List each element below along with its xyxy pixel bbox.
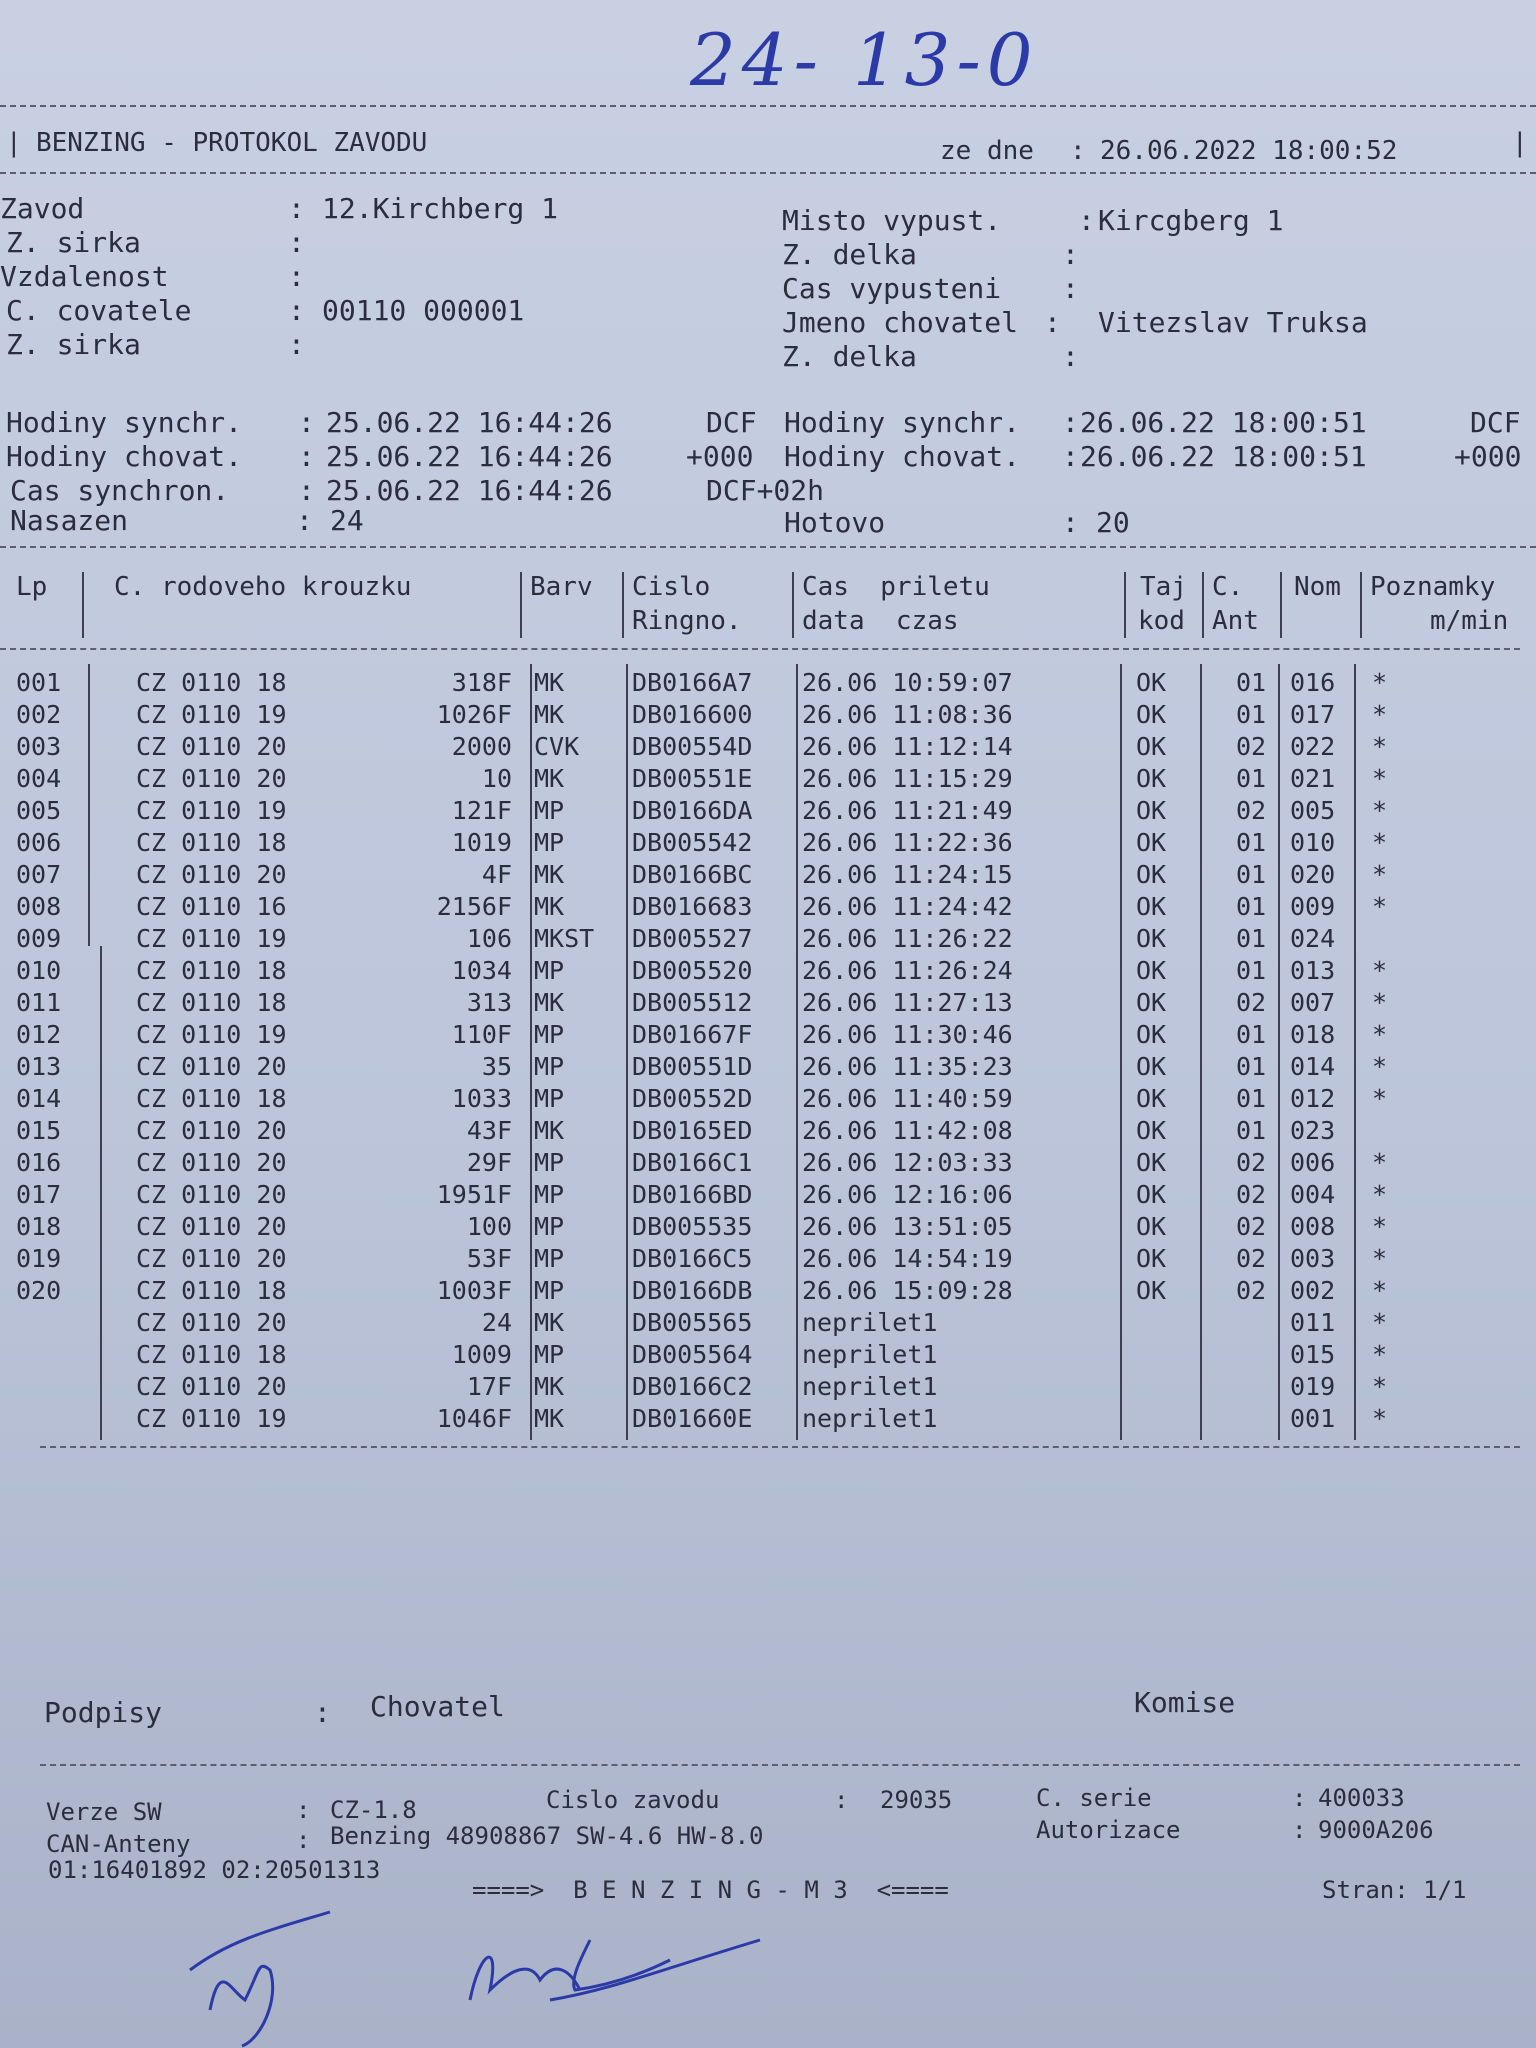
date-value: 26.06.2022 18:00:52 bbox=[1100, 136, 1398, 166]
info-label: Z. delka bbox=[782, 238, 917, 271]
info-label: Vzdalenost bbox=[0, 260, 169, 293]
sync-label: Hotovo bbox=[784, 506, 886, 539]
sync-value: 20 bbox=[1096, 506, 1130, 539]
signature-chovatel bbox=[150, 1900, 400, 2048]
info-label: Jmeno chovatel bbox=[782, 306, 1019, 339]
col-header-lp: Lp bbox=[16, 572, 48, 602]
sync-label: Hodiny synchr. bbox=[6, 406, 243, 439]
sync-value: 26.06.22 18:00:51 bbox=[1080, 440, 1367, 473]
col-header-ring: C. rodoveho krouzku bbox=[114, 572, 412, 602]
footer-series-value: 400033 bbox=[1318, 1784, 1405, 1812]
divider-table-head bbox=[0, 648, 1520, 650]
sync-label: Nasazen bbox=[10, 504, 129, 537]
info-label: Misto vypust. bbox=[782, 204, 1002, 237]
divider-top bbox=[0, 105, 1536, 107]
sync-suffix: DCF bbox=[706, 406, 757, 439]
info-label: Z. delka bbox=[782, 340, 917, 373]
sync-label: Hodiny chovat. bbox=[784, 440, 1021, 473]
info-value: Vitezslav Truksa bbox=[1098, 306, 1368, 339]
signature-komise-label: Komise bbox=[1134, 1686, 1236, 1719]
signatures-label: Podpisy bbox=[44, 1696, 163, 1729]
sync-suffix: +000 bbox=[686, 440, 754, 473]
info-label: Cas vypusteni bbox=[782, 272, 1002, 305]
divider-table-top bbox=[0, 546, 1536, 548]
date-label: ze dne bbox=[940, 136, 1034, 166]
info-label: Z. sirka bbox=[6, 328, 141, 361]
footer-series-label: C. serie bbox=[1036, 1784, 1152, 1812]
col-header-nom: Nom bbox=[1294, 572, 1341, 602]
signature-chovatel-label: Chovatel bbox=[370, 1690, 505, 1723]
footer-auth-label: Autorizace bbox=[1036, 1816, 1181, 1844]
footer-sw-value: CZ-1.8 bbox=[330, 1796, 417, 1824]
col-header-taj: Taj bbox=[1140, 572, 1187, 602]
footer-sw-label: Verze SW bbox=[46, 1798, 162, 1826]
footer-auth-value: 9000A206 bbox=[1318, 1816, 1434, 1844]
col-header-kod: kod bbox=[1138, 606, 1185, 636]
col-header-ringno: Ringno. bbox=[632, 606, 742, 636]
sync-value: 25.06.22 16:44:26 bbox=[326, 474, 613, 507]
col-header-cislo: Cislo bbox=[632, 572, 711, 602]
sync-value: 24 bbox=[330, 504, 364, 537]
col-header-cas: Cas priletu bbox=[802, 572, 990, 602]
sync-suffix: +000 bbox=[1454, 440, 1522, 473]
sync-value: 25.06.22 16:44:26 bbox=[326, 406, 613, 439]
footer-can-label: CAN-Anteny bbox=[46, 1830, 191, 1858]
footer-antenna-ids: 01:16401892 02:20501313 bbox=[48, 1856, 381, 1884]
info-value: Kircgberg 1 bbox=[1098, 204, 1284, 237]
header-bar-right: | bbox=[1512, 128, 1528, 158]
protocol-page: 24- 13-0 | BENZING - PROTOKOL ZAVODU ze dne : 26.06.2022 18:00:52 | Zavod : 12.Kirchberg 1 Z. sirka : Vzdalenost : C. covatele : 00110 000001 Z. sirka : Misto vypust. : Kircgberg 1 Z. delka : Cas vypusteni : Jmeno chovatel : Vitezslav Truksa Z. delka : Hodiny synchr. : 25.06.22 16:44:26 DCF Hodiny chovat. : 25.06.22 16:44:26 +000 Cas synchron. : 25.06.22 16:44:26 DCF+02h Nasazen : 24 Hodiny synchr. : 26.06.22 18:00:51 DCF Hodiny chovat. : 26.06.22 18:00:51 +000 Hotovo : 20 Lp C. rodoveho krouzku Barv Cislo Ringno. Cas priletu data czas Taj kod C. Ant Nom Poznamky m/min 001 CZ 0110 18 318F MK DB0166A7 26.06 10:59:07 OK 01 016 * 002 CZ 0110 19 1026F MK DB016600 26.06 11:08:36 OK 01 017 * 003 CZ 0110 20 2000 CVK DB00554D 26.06 11:12:14 OK 02 022 * 004 CZ 0110 20 10 MK DB00551E 26.06 11:15:29 OK 01 021 * 005 CZ 0110 19 121F MP DB0166DA 26.06 11:21:49 OK 02 005 * 006 CZ 0110 18 1019 MP DB005542 26.06 11:22:36 OK 01 010 * 007 CZ 0110 20 4F MK DB0166BC 26.06 11:24:15 OK 01 020 * 008 CZ 0110 16 2156F MK DB016683 26.06 11:24:42 OK 01 009 * 009 CZ 0110 19 106 MKST DB005527 26.06 11:26:22 OK 01 024 010 CZ 0110 18 1034 MP DB005520 26.06 11:26:24 OK 01 013 * 011 CZ 0110 18 313 MK DB005512 26.06 11:27:13 OK 02 007 * 012 CZ 0110 19 110F MP DB01667F 26.06 11:30:46 OK 01 018 * 013 CZ 0110 20 35 MP DB00551D 26.06 11:35:23 OK 01 014 * 014 CZ 0110 18 1033 MP DB00552D 26.06 11:40:59 OK 01 012 * 015 CZ 0110 20 43F MK DB0165ED 26.06 11:42:08 OK 01 023 016 CZ 0110 20 29F MP DB0166C1 26.06 12:03:33 OK 02 006 * 017 CZ 0110 20 1951F MP DB0166BD 26.06 12:16:06 OK 02 004 * 018 CZ 0110 20 100 MP DB005535 26.06 13:51:05 OK 02 008 * 019 CZ 0110 20 53F MP DB0166C5 26.06 14:54:19 OK 02 003 * 020 CZ 0110 18 1003F MP DB0166DB 26.06 15:09:28 OK 02 002 * CZ 0110 20 24 MK DB005565 neprilet1 011 * CZ 0110 18 1009 MP DB005564 neprilet1 015 * CZ 0110 20 17F MK DB0166C2 neprilet1 019 * CZ 0110 19 1046F MK DB01660E neprilet1 001 * Podpisy : Chovatel Komise Verze SW : CZ-1.8 Cislo zavodu : 29035 C. serie : 400033 CAN-Anteny : Benzing 48908867 SW-4.6 HW-8.0 Autorizace : 9000A206 01:16401892 02:20501313 ====> B E N Z I N G - M 3 <==== Stran: 1/1 bbox=[0, 0, 1536, 2048]
sync-label: Hodiny synchr. bbox=[784, 406, 1021, 439]
col-header-poznamky: Poznamky bbox=[1370, 572, 1496, 602]
col-header-ant: Ant bbox=[1212, 606, 1259, 636]
sync-suffix: DCF bbox=[1470, 406, 1521, 439]
footer-race-number-label: Cislo zavodu bbox=[546, 1786, 720, 1814]
divider-footer bbox=[40, 1764, 1520, 1766]
sync-label: Hodiny chovat. bbox=[6, 440, 243, 473]
footer-can-value: Benzing 48908867 SW-4.6 HW-8.0 bbox=[330, 1822, 764, 1850]
sync-label: Cas synchron. bbox=[10, 474, 230, 507]
col-header-data-czas: data czas bbox=[802, 606, 959, 636]
info-label: C. covatele bbox=[6, 294, 192, 327]
col-header-barv: Barv bbox=[530, 572, 593, 602]
document-title: BENZING - PROTOKOL ZAVODU bbox=[36, 128, 428, 158]
col-header-c: C. bbox=[1212, 572, 1244, 602]
info-label: Z. sirka bbox=[6, 226, 141, 259]
divider-table-bottom bbox=[40, 1446, 1520, 1448]
sync-value: 26.06.22 18:00:51 bbox=[1080, 406, 1367, 439]
header-bar-left: | bbox=[6, 128, 22, 158]
footer-page-number: Stran: 1/1 bbox=[1322, 1876, 1467, 1904]
sync-suffix: DCF+02h bbox=[706, 474, 825, 507]
info-label: Zavod bbox=[0, 192, 85, 225]
footer-banner: ====> B E N Z I N G - M 3 <==== bbox=[472, 1876, 949, 1904]
footer-race-number-value: 29035 bbox=[880, 1786, 953, 1814]
col-header-mmin: m/min bbox=[1430, 606, 1509, 636]
handwritten-result: 24- 13-0 bbox=[690, 18, 1039, 102]
divider-header bbox=[0, 172, 1536, 174]
signature-komise bbox=[460, 1900, 780, 2048]
sync-value: 25.06.22 16:44:26 bbox=[326, 440, 613, 473]
info-value: 12.Kirchberg 1 bbox=[322, 192, 559, 225]
info-value: 00110 000001 bbox=[322, 294, 525, 327]
